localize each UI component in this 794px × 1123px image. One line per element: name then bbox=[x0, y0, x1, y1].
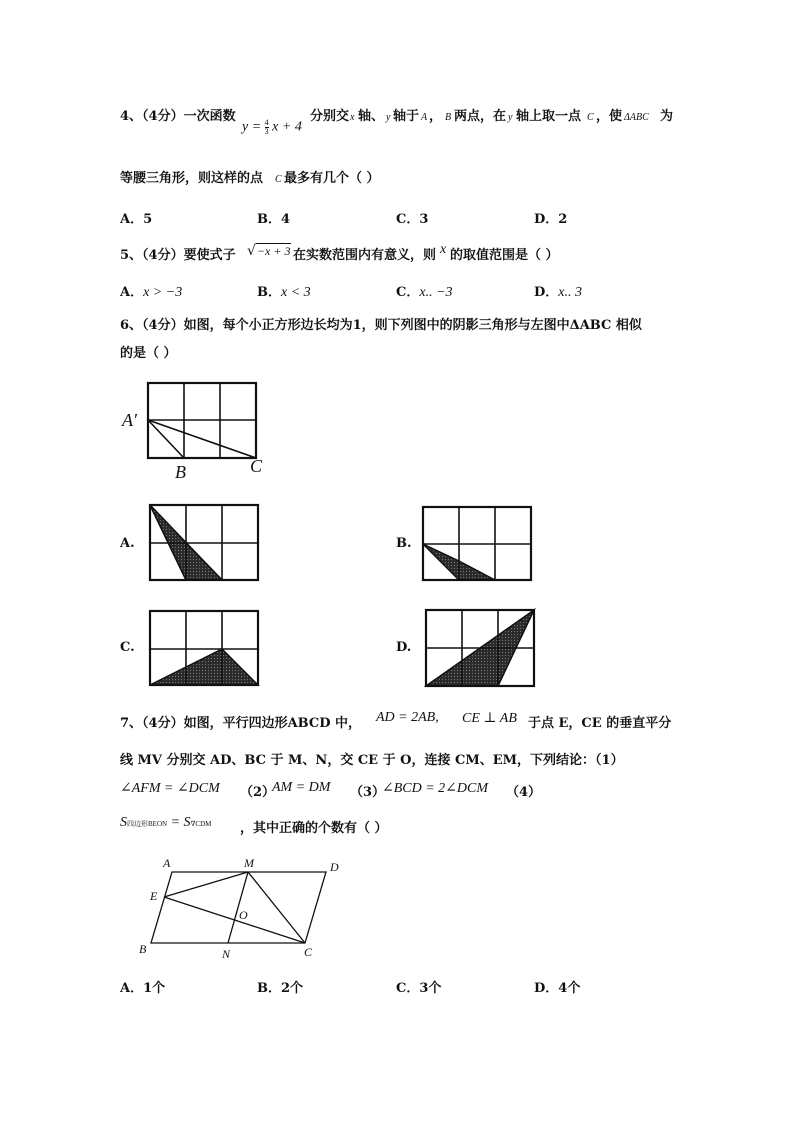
q5-option-b[interactable]: B．x < 3 bbox=[257, 285, 311, 300]
q6-label-C: C bbox=[250, 456, 263, 476]
q7-eq1: AD = 2AB, bbox=[376, 710, 439, 725]
q7-c2-label: （2） bbox=[240, 785, 276, 800]
q4-A: A bbox=[421, 112, 428, 123]
q5-text-c: 的取值范围是（ ） bbox=[450, 248, 559, 263]
q7-c3-label: （3） bbox=[350, 785, 386, 800]
q7-line1-b: 于点 E，CE 的垂直平分 bbox=[528, 716, 672, 731]
q6-option-b[interactable]: B. bbox=[396, 536, 412, 551]
q7-line4-b: ，其中正确的个数有（ ） bbox=[240, 821, 388, 836]
q5-option-c[interactable]: C．x.. −3 bbox=[396, 285, 453, 300]
q5-var: x bbox=[440, 242, 447, 257]
q5-sqrt: √−x + 3 bbox=[247, 243, 291, 259]
q4-seg4: 两点，在 bbox=[454, 109, 507, 124]
q5-radicand: −x + 3 bbox=[256, 244, 291, 258]
q4-seg1: 分别交 bbox=[310, 109, 350, 124]
q4-tri: ΔABC bbox=[624, 112, 649, 123]
q5-option-a[interactable]: A．x > −3 bbox=[120, 285, 183, 300]
q7-label-N: N bbox=[222, 947, 231, 961]
q4-seg3: 轴于 bbox=[393, 109, 420, 124]
q4-line2-b: 最多有几个（ ） bbox=[284, 171, 380, 186]
q4-y2: y bbox=[508, 112, 513, 123]
q6-option-a[interactable]: A. bbox=[120, 536, 135, 551]
q7-label-O: O bbox=[239, 908, 248, 922]
q7-option-d[interactable]: D．4个 bbox=[534, 981, 581, 996]
q7-eq2: CE ⊥ AB bbox=[462, 711, 517, 726]
q7-conclusion-2: AM = DM bbox=[272, 780, 331, 795]
q6-option-d[interactable]: D. bbox=[396, 640, 412, 655]
q4-seg6: ，使 bbox=[596, 109, 623, 124]
q6-label-B: B bbox=[175, 462, 186, 482]
q4-number: 4、（4分）一次函数 bbox=[120, 109, 236, 124]
q4-x: x bbox=[350, 112, 355, 123]
q7-label-B: B bbox=[139, 942, 147, 956]
q4-y1: y bbox=[386, 112, 391, 123]
q4-B: B bbox=[445, 112, 452, 123]
q6-option-d-figure bbox=[426, 610, 534, 686]
q7-label-C: C bbox=[304, 945, 313, 959]
q7-c4-label: （4） bbox=[506, 785, 542, 800]
q7-line1-a: 7、（4分）如图，平行四边形ABCD 中， bbox=[120, 716, 362, 731]
q7-label-M: M bbox=[244, 856, 254, 870]
q4-option-c[interactable]: C．3 bbox=[396, 212, 429, 227]
q7-option-b[interactable]: B．2个 bbox=[257, 981, 304, 996]
q7-conclusion-3: ∠BCD = 2∠DCM bbox=[382, 781, 489, 796]
q6-label-A: A′ bbox=[122, 410, 137, 430]
q6-line1: 6、（4分）如图，每个小正方形边长均为1，则下列图中的阴影三角形与左图中ΔABC 相似 bbox=[120, 318, 642, 333]
q6-option-b-figure bbox=[423, 507, 531, 580]
q6-option-a-figure bbox=[150, 505, 258, 580]
q4-C: C bbox=[587, 112, 594, 123]
q7-s-left: S四边形BEON = S∇CDM bbox=[120, 815, 212, 830]
q5-text-a: 5、（4分）要使式子 bbox=[120, 248, 236, 263]
q4-option-d[interactable]: D．2 bbox=[534, 212, 568, 227]
q4-option-a[interactable]: A．5 bbox=[120, 212, 153, 227]
q7-line2: 线 MV 分别交 AD、BC 于 M、N，交 CE 于 O，连接 CM、EM，下列结论：（1） bbox=[120, 753, 624, 768]
q4-seg5: 轴上取一点 bbox=[516, 109, 582, 124]
q4-formula: y = $\frac{4}{3}$ x + 4 bbox=[242, 118, 302, 136]
q6-line2: 的是（ ） bbox=[120, 346, 177, 361]
q4-line2-C: C bbox=[275, 174, 282, 185]
q7-conclusion-1: ∠AFM = ∠DCM bbox=[120, 781, 220, 796]
q5-text-b: 在实数范围内有意义，则 bbox=[293, 248, 437, 263]
q6-option-c[interactable]: C. bbox=[120, 640, 135, 655]
q7-label-E: E bbox=[150, 889, 158, 903]
q6-option-c-figure bbox=[150, 611, 258, 685]
q4-comma: ， bbox=[429, 109, 443, 124]
q4-seg7: 为 bbox=[660, 109, 674, 124]
q5-option-d[interactable]: D．x.. 3 bbox=[534, 285, 582, 300]
q7-option-c[interactable]: C．3个 bbox=[396, 981, 442, 996]
q4-line2-a: 等腰三角形，则这样的点 bbox=[120, 171, 264, 186]
q4-option-b[interactable]: B．4 bbox=[257, 212, 291, 227]
q7-label-D: D bbox=[330, 860, 339, 874]
q7-option-a[interactable]: A．1个 bbox=[120, 981, 166, 996]
q4-seg2: 轴、 bbox=[358, 109, 385, 124]
q7-label-A: A bbox=[163, 856, 171, 870]
